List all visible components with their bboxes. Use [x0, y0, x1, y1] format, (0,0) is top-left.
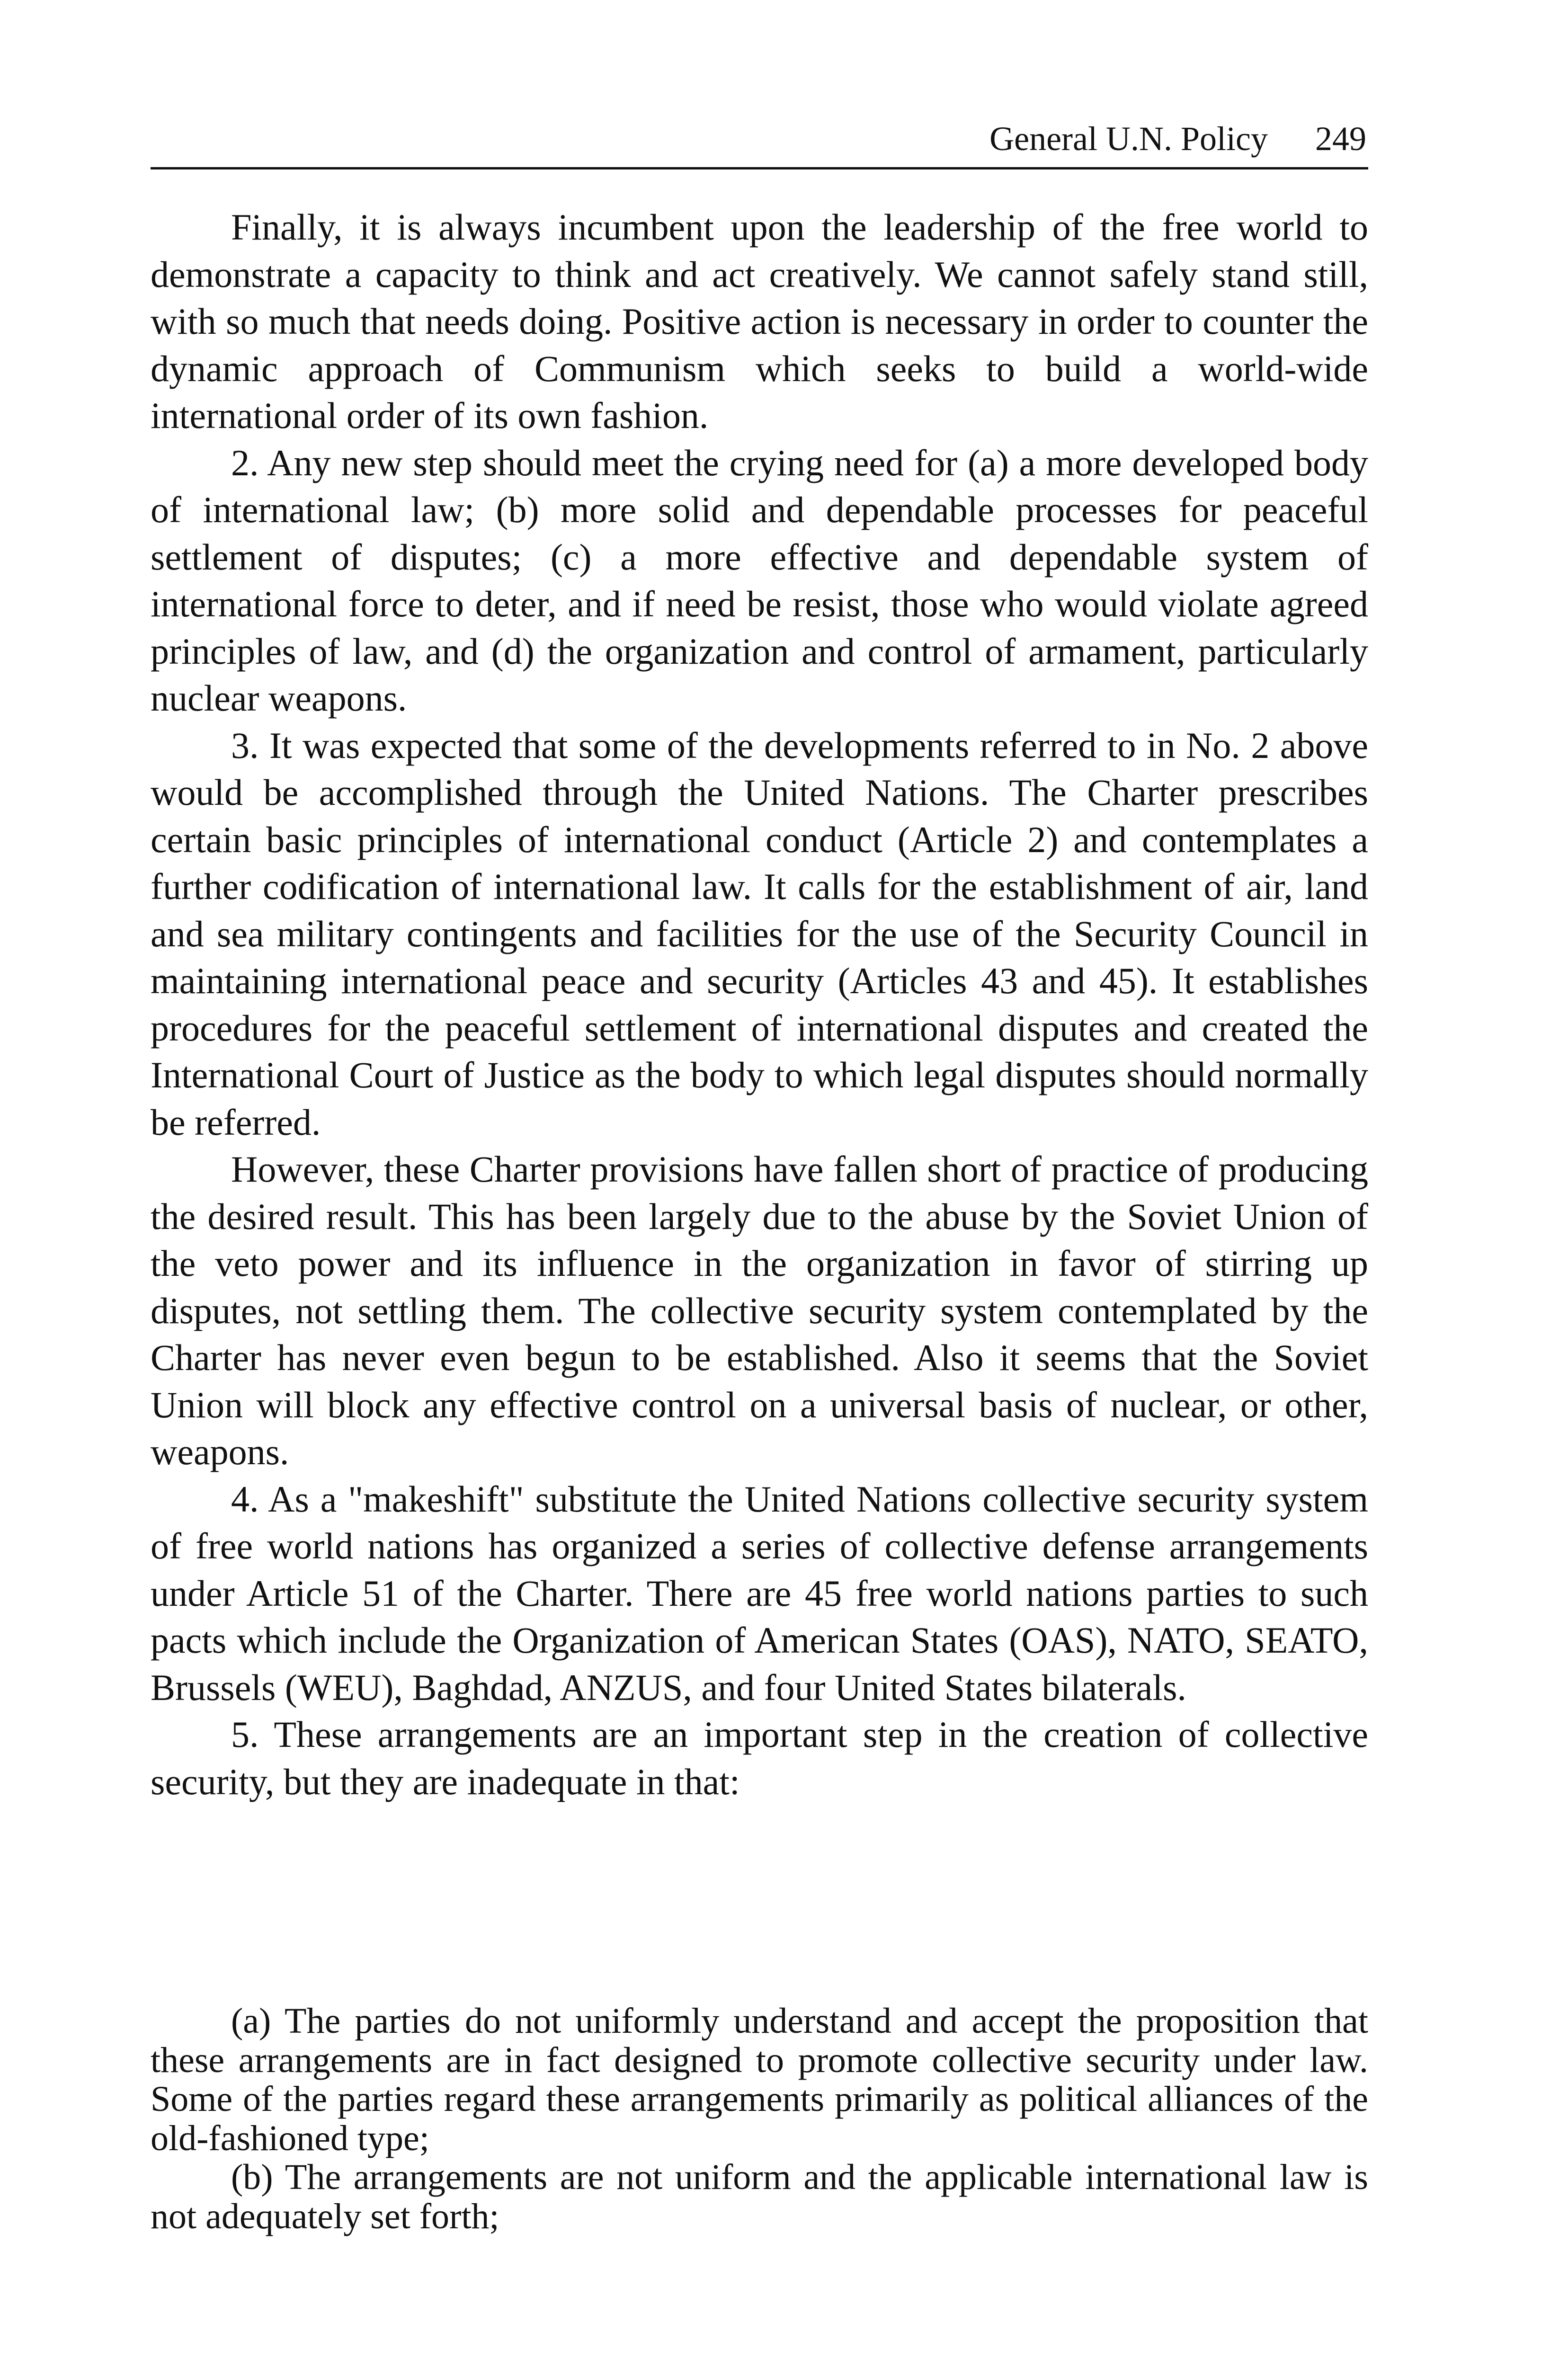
running-header [151, 117, 1368, 169]
paragraph-5: 5. These arrangements are an important step in the creation of collective security, but they are inadequate in that: [151, 1714, 1368, 1802]
body-text [151, 204, 1368, 1805]
paragraph-4: 4. As a "makeshift" substitute the United Nations collective security system of free world nations has organized a series of collective defense arrangements under Article 51 of the Charter. There are 45 free world nations parties to such pacts which include the Organization of American States (OAS), NATO, SEATO, Brussels (WEU), Baghdad, ANZUS, and four United States bilaterals. [151, 1478, 1368, 1708]
page-number: 249 [1315, 120, 1366, 158]
subparagraph-list [151, 2002, 1368, 2236]
header-title: General U.N. Policy [989, 120, 1268, 158]
paragraph-3: 3. It was expected that some of the developments referred to in No. 2 above would be accomplished through the United Nations. The Charter prescribes certain basic principles of international conduct (Article 2) and contemplates a further codification of international law. It calls for the establishment of air, land and sea military contingents and facilities for the use of the Security Council in maintaining international peace and security (Articles 43 and 45). It establishes procedures for the peaceful settlement of international disputes and created the International Court of Justice as the body to which legal disputes should normally be referred. [151, 724, 1368, 1143]
paragraph-2: 2. Any new step should meet the crying need for (a) a more developed body of international law; (b) more solid and dependable processes for peaceful settlement of disputes; (c) a more effective and dependable system of international force to deter, and if need be resist, those who would violate agreed principles of law, and (d) the organization and control of armament, particularly nuclear weapons. [151, 442, 1368, 719]
paragraph-however: However, these Charter provisions have fallen short of practice of producing the desired result. This has been largely due to the abuse by the Soviet Union of the veto power and its influence in the organization in favor of stirring up disputes, not settling them. The collective security system contemplated by the Charter has never even begun to be established. Also it seems that the Soviet Union will block any effective control on a universal basis of nuclear, or other, weapons. [151, 1148, 1368, 1472]
subparagraph-b: (b) The arrangements are not uniform and the applicable international law is not adequately set forth; [151, 2157, 1368, 2236]
header-text [989, 117, 1366, 160]
paragraph-finally: Finally, it is always incumbent upon the leadership of the free world to demonstrate a capacity to think and act creatively. We cannot safely stand still, with so much that needs doing. Positive action is necessary in order to counter the dynamic approach of Communism which seeks to build a world-wide international order of its own fashion. [151, 206, 1368, 436]
header-rule [151, 167, 1368, 169]
subparagraph-a: (a) The parties do not uniformly understand and accept the proposition that these arrangements are in fact designed to promote collective security under law. Some of the parties regard these arrangements primarily as political alliances of the old-fashioned type; [151, 2001, 1368, 2158]
